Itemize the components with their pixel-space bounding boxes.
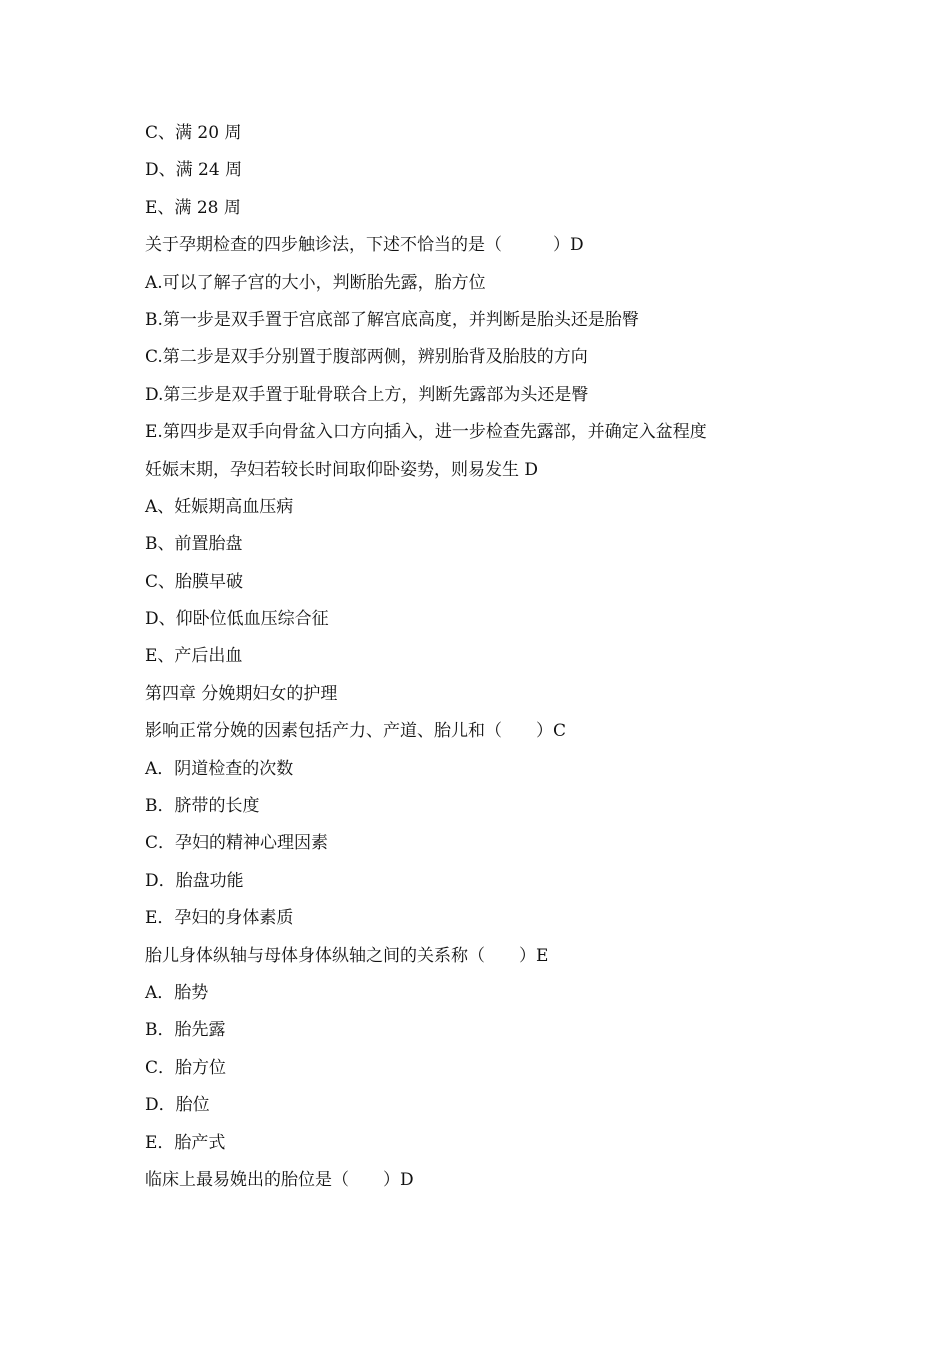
option-line: D.第三步是双手置于耻骨联合上方，判断先露部为头还是臀 <box>145 384 589 405</box>
option-line: C.第二步是双手分别置于腹部两侧，辨别胎背及胎肢的方向 <box>145 347 588 368</box>
option-line: B．脐带的长度 <box>145 796 260 817</box>
option-line: C、胎膜早破 <box>145 571 244 592</box>
document-body <box>145 120 845 1204</box>
question-line: 关于孕期检查的四步触诊法，下述不恰当的是（ ）D <box>145 235 584 256</box>
question-line: 胎儿身体纵轴与母体身体纵轴之间的关系称（ ）E <box>145 945 549 966</box>
option-line: B.第一步是双手置于宫底部了解宫底高度，并判断是胎头还是胎臀 <box>145 309 639 330</box>
option-line: C、满 20 周 <box>145 123 242 143</box>
option-line: D．胎位 <box>145 1095 210 1116</box>
question-line: 妊娠末期，孕妇若较长时间取仰卧姿势，则易发生 D <box>145 459 539 480</box>
option-line: D、仰卧位低血压综合征 <box>145 609 329 630</box>
option-line: E.第四步是双手向骨盆入口方向插入，进一步检查先露部，并确定入盆程度 <box>145 422 707 443</box>
chapter-heading: 第四章 分娩期妇女的护理 <box>145 683 338 704</box>
option-line: E．孕妇的身体素质 <box>145 908 294 929</box>
question-line: 临床上最易娩出的胎位是（ ）D <box>145 1169 414 1190</box>
option-line: B．胎先露 <box>145 1020 226 1041</box>
option-line: B、前置胎盘 <box>145 534 243 555</box>
option-line: E．胎产式 <box>145 1132 226 1153</box>
option-line: D、满 24 周 <box>145 160 243 181</box>
option-line: C．胎方位 <box>145 1057 227 1078</box>
option-line: A．胎势 <box>145 982 209 1003</box>
option-line: E、产后出血 <box>145 646 243 667</box>
option-line: A．阴道检查的次数 <box>145 758 294 779</box>
option-line: C．孕妇的精神心理因素 <box>145 833 329 854</box>
option-line: E、满 28 周 <box>145 197 241 218</box>
option-line: A、妊娠期高血压病 <box>145 496 294 517</box>
option-line: D．胎盘功能 <box>145 870 244 891</box>
option-line: A.可以了解子宫的大小，判断胎先露，胎方位 <box>145 272 486 293</box>
question-line: 影响正常分娩的因素包括产力、产道、胎儿和（ ）C <box>145 721 567 742</box>
